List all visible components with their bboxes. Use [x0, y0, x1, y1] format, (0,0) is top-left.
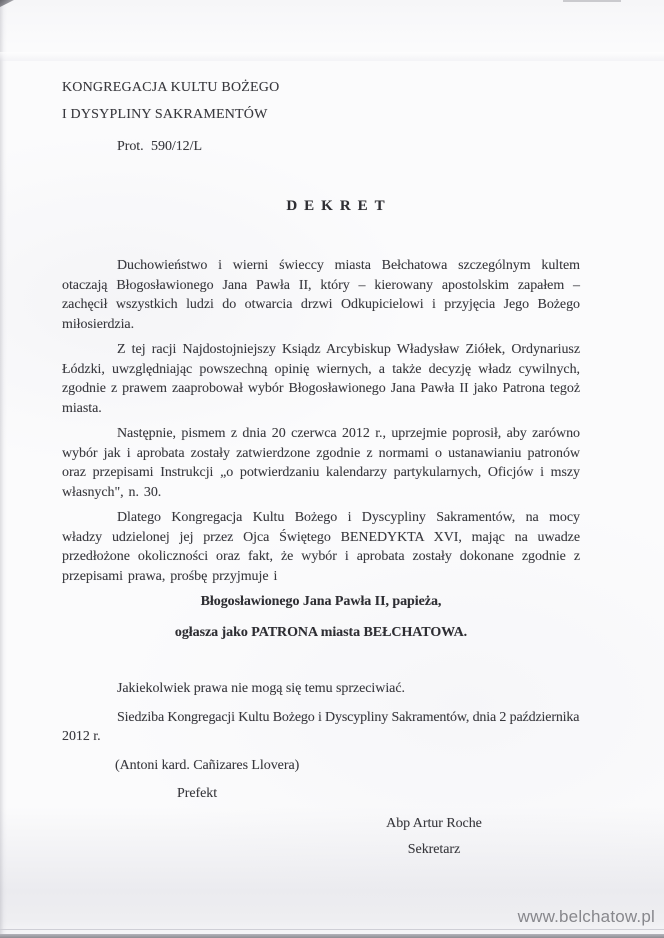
secretary-signature-block [334, 814, 534, 860]
sender-name-line-1: KONGREGACJA KULTU BOŻEGO [62, 80, 280, 95]
protocol-number: Prot. 590/12/L [117, 139, 202, 154]
scan-bottom-hairline [0, 929, 664, 930]
proclamation-line-1: Błogosławionego Jana Pawła II, papieża, [200, 594, 442, 609]
dateline-line-2: 2012 r. [62, 729, 101, 744]
proclamation-line-2: ogłasza jako PATRONA miasta BEŁCHATOWA. [174, 624, 468, 640]
sender-name-line-2: I DYSYPLINY SAKRAMENTÓW [62, 107, 268, 122]
paragraph-archbishop-approval: Z tej racji Najdostojniejszy Ksiądz Arcybiskup Władysław Ziółek, Ordynariusz Łódzki, uwzględniając powszechną opinię wiernych, a także decyzję władz cywilnych, zgodnie z prawem zaaprobował wybór Błogosławionego Jana Pawła II jako Patrona tegoż miasta. [62, 342, 580, 416]
paragraph-request: Następnie, pismem z dnia 20 czerwca 2012 r., uprzejmie poprosił, aby zarówno wybór jak i aprobata zostały zatwierdzone zgodnie z normami o ustanawianiu patronów oraz przepisami Instrukcji „o potwierdzaniu kalendarzy partykularnych, Oficjów i mszy własnych", n. 30. [62, 426, 580, 500]
scan-bottom-edge [0, 934, 664, 938]
website-watermark: www.belchatow.pl [517, 907, 655, 926]
dateline-line-1: Siedziba Kongregacji Kultu Bożego i Dyscypliny Sakramentów, dnia 2 października [117, 709, 580, 725]
paragraph-congregation-decision: Dlatego Kongregacja Kultu Bożego i Dyscypliny Sakramentów, na mocy władzy udzielonej jej przez Ojca Świętego BENEDYKTA XVI, mając na uwadze przedłożone okoliczności oraz fakt, że wybór i aprobata zostały dokonane zgodnie z przepisami prawa, prośbę przyjmuje i [62, 510, 580, 584]
prefect-signature-name: (Antoni kard. Cañizares Llovera) [115, 757, 300, 773]
prefect-signature-title: Prefekt [177, 786, 218, 801]
decree-title: DEKRET [286, 197, 392, 214]
closing-statement: Jakiekolwiek prawa nie mogą się temu sprzeciwiać. [117, 681, 405, 696]
secretary-signature-name: Abp Artur Roche [386, 815, 482, 831]
secretary-signature-title: Sekretarz [407, 842, 461, 857]
paragraph-devotion: Duchowieństwo i wierni świeccy miasta Bełchatowa szczególnym kultem otaczają Błogosławionego Jana Pawła II, który – kierowany apostolskim zapałem – zachęcił wszystkich ludzi do otwarcia drzwi Odkupicielowi i przyjęcia Jego Bożego miłosierdzia. [62, 258, 580, 332]
